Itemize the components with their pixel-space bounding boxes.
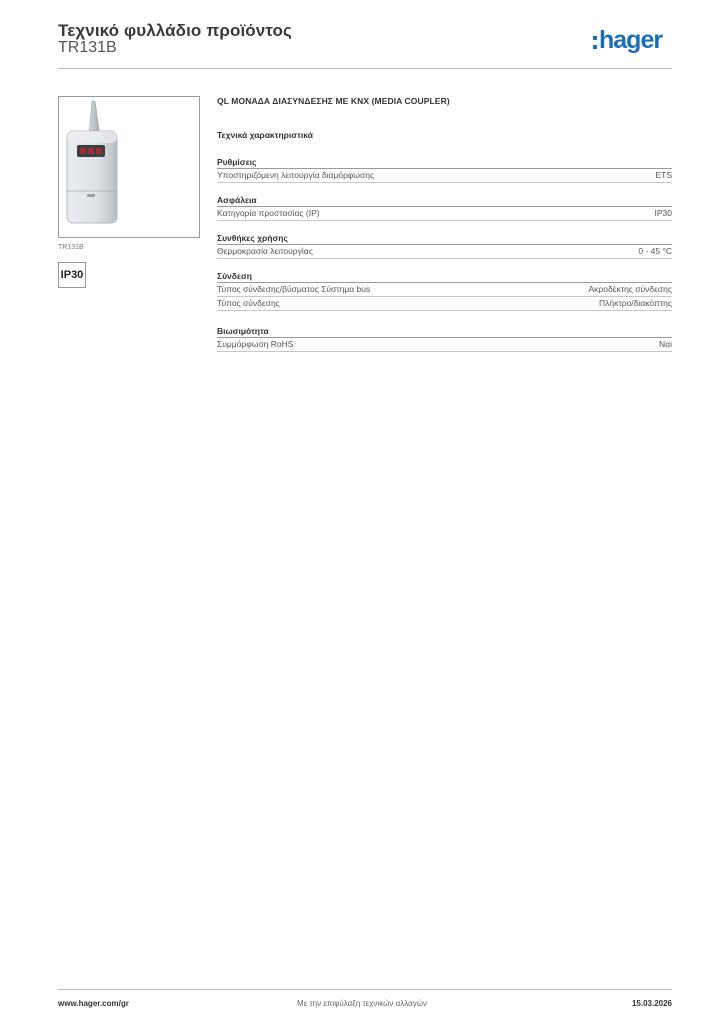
- spec-row: [217, 283, 672, 297]
- spec-value: IP30: [654, 208, 672, 218]
- section-title: Ασφάλεια: [217, 195, 257, 205]
- spec-row: [217, 297, 672, 311]
- spec-value: 0 - 45 °C: [638, 246, 672, 256]
- spec-value: Πλήκτρο/διακόπτης: [599, 298, 672, 308]
- spec-section-sustainability: [217, 325, 672, 352]
- spec-section-connection: [217, 270, 672, 311]
- spec-value: Ναι: [659, 339, 672, 349]
- footer-divider: [58, 989, 672, 990]
- spec-row: [217, 169, 672, 183]
- product-image: [58, 96, 200, 238]
- spec-label: Κατηγορία προστασίας (IP): [217, 208, 320, 218]
- spec-value: Ακροδέκτης σύνδεσης: [588, 284, 672, 294]
- spec-label: Τύπος σύνδεσης: [217, 298, 280, 308]
- spec-label: Συμμόρφωση RoHS: [217, 339, 294, 349]
- section-title: Σύνδεση: [217, 271, 252, 281]
- product-name: QL ΜΟΝΑΔΑ ΔΙΑΣΥΝΔΕΣΗΣ ΜΕ KNX (MEDIA COUPLER): [217, 96, 450, 106]
- specs-heading: Τεχνικά χαρακτηριστικά: [217, 130, 313, 140]
- footer-date: 15.03.2026: [631, 999, 672, 1008]
- hager-logo[interactable]: [592, 26, 662, 55]
- section-title: Βιωσιμότητα: [217, 326, 269, 336]
- footer-website-link[interactable]: www.hager.com/gr: [58, 999, 129, 1008]
- footer-notice: Με την επιφύλαξη τεχνικών αλλαγών: [297, 999, 427, 1008]
- spec-label: Υποστηριζόμενη λειτουργία διαμόρφωσης: [217, 170, 375, 180]
- product-code-caption: TR131B: [58, 244, 84, 251]
- spec-label: Θερμοκρασία λειτουργίας: [217, 246, 313, 256]
- media-coupler-device-icon: [59, 97, 199, 237]
- spec-row: [217, 245, 672, 259]
- spec-section-conditions: [217, 232, 672, 259]
- brand-name: hager: [599, 26, 663, 54]
- spec-row: [217, 207, 672, 221]
- section-title: Ρυθμίσεις: [217, 157, 257, 167]
- spec-label: Τύπος σύνδεσης/βύσματος Σύστημα bus: [217, 284, 371, 294]
- spec-value: ETS: [655, 170, 672, 180]
- spec-row: [217, 338, 672, 352]
- product-code-heading: TR131B: [58, 39, 117, 56]
- ip-rating-badge: IP30: [58, 262, 86, 288]
- section-title: Συνθήκες χρήσης: [217, 233, 288, 243]
- spec-section-settings: [217, 156, 672, 183]
- page-title: Τεχνικό φυλλάδιο προϊόντος: [58, 21, 292, 40]
- header-divider: [58, 68, 672, 69]
- spec-section-safety: [217, 194, 672, 221]
